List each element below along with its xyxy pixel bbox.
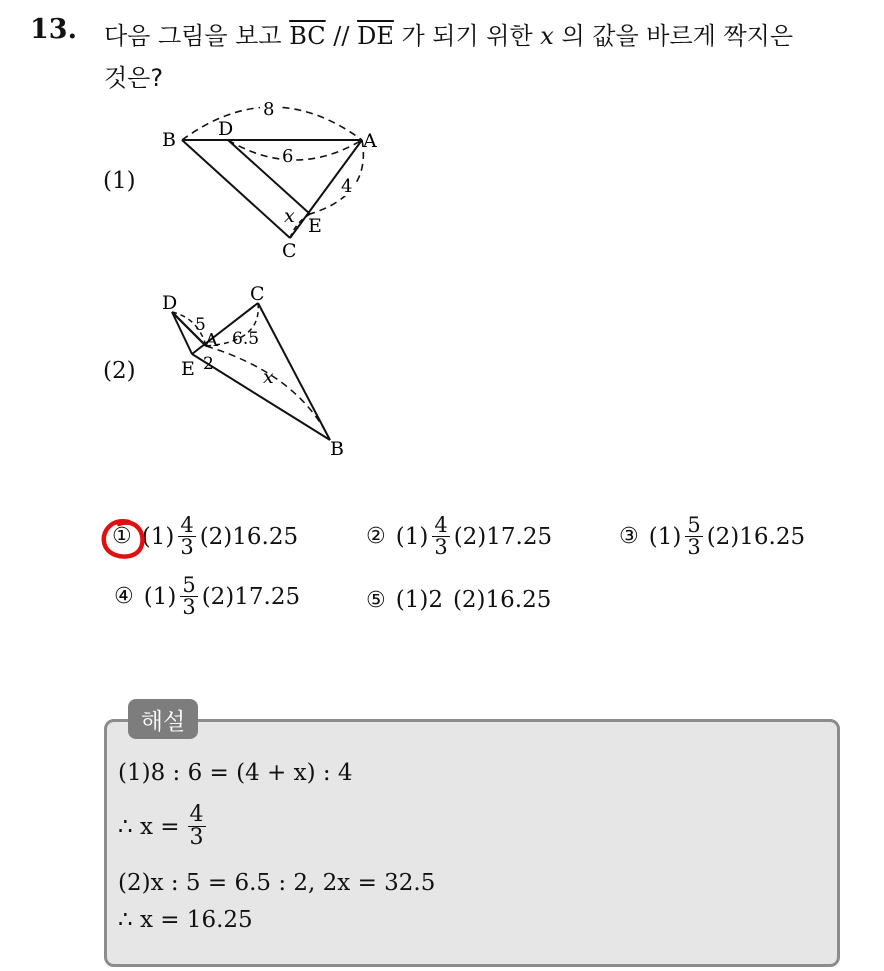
fig1-length-ba: 8 — [263, 99, 275, 120]
fig1-point-b: B — [162, 129, 176, 151]
figure2-label: (2) — [103, 358, 136, 384]
question-text-before: 다음 그림을 보고 — [104, 22, 290, 50]
fig1-point-e: E — [308, 215, 322, 237]
choice-4-part2: (2)17.25 — [201, 583, 301, 610]
choice-5-part2: (2)16.25 — [452, 587, 552, 613]
choice-5-part1: (1)2 — [395, 587, 443, 613]
fig2-point-c: C — [250, 283, 265, 305]
question-text-line1 — [104, 16, 793, 51]
solution-line2-prefix: ∴ x = — [118, 813, 180, 840]
solution-tag: 해설 — [128, 699, 198, 739]
segment-bc: $\overline{BC}$ — [289, 22, 326, 50]
choice-1-part2: (2)16.25 — [199, 523, 299, 550]
fig1-length-ae: 4 — [341, 176, 353, 197]
fig2-point-e: E — [181, 358, 195, 380]
fig2-point-b: B — [330, 438, 344, 460]
fig2-length-ac: 6.5 — [232, 329, 260, 349]
choice-4[interactable] — [114, 575, 300, 618]
question-text-after: 의 값을 바르게 짝지은 — [553, 22, 793, 50]
choice-2-part1: (1) — [395, 523, 429, 550]
choice-3[interactable] — [619, 515, 805, 558]
fig1-arc-ae — [310, 140, 363, 214]
fig2-length-ab: x — [263, 366, 274, 388]
question-variable: x — [540, 22, 554, 50]
solution-line1: (1)8 : 6 = (4 + x) : 4 — [118, 760, 353, 786]
fig2-segment-de — [172, 312, 192, 354]
fig2-length-da: 5 — [195, 315, 206, 335]
figure1-label: (1) — [103, 168, 136, 194]
choice-3-symbol: ③ — [619, 524, 639, 549]
choice-1-symbol: ① — [112, 524, 132, 549]
fig1-point-d: D — [218, 118, 234, 140]
choice-1[interactable] — [112, 515, 298, 558]
choice-5-symbol: ⑤ — [366, 587, 386, 613]
choice-2-symbol: ② — [366, 524, 386, 549]
fig1-length-da: 6 — [282, 146, 294, 167]
choice-4-part1: (1) — [143, 583, 177, 610]
fig1-point-a: A — [363, 130, 377, 152]
choice-2[interactable] — [366, 515, 552, 558]
choice-4-fraction: $\frac{5}{3}$ — [182, 573, 196, 619]
parallel-sign: // — [325, 22, 358, 50]
solution-fraction: $\frac{4}{3}$ — [189, 802, 204, 850]
choice-2-fraction: $\frac{4}{3}$ — [434, 513, 448, 559]
fig2-length-ea: 2 — [203, 354, 214, 374]
choice-1-part1: (1) — [141, 523, 175, 550]
fig1-point-c: C — [282, 240, 297, 262]
question-number: 13. — [30, 14, 77, 45]
fig2-point-d: D — [162, 292, 178, 314]
fig2-point-a: A — [205, 330, 218, 351]
choice-3-part2: (2)16.25 — [706, 523, 806, 550]
solution-line4: ∴ x = 16.25 — [118, 907, 253, 933]
choice-4-symbol: ④ — [114, 584, 134, 609]
solution-line3: (2)x : 5 = 6.5 : 2, 2x = 32.5 — [118, 870, 436, 896]
fig1-segment-de — [228, 140, 310, 214]
choice-3-part1: (1) — [648, 523, 682, 550]
choice-5[interactable] — [366, 587, 551, 613]
choice-3-fraction: $\frac{5}{3}$ — [687, 513, 701, 559]
question-text-mid: 가 되기 위한 — [393, 22, 541, 50]
segment-de: $\overline{DE}$ — [357, 22, 394, 50]
solution-line2 — [118, 804, 210, 849]
choice-2-part2: (2)17.25 — [453, 523, 553, 550]
figure2-diagram — [150, 275, 360, 465]
fig1-length-ec: x — [284, 205, 295, 227]
question-text-line2: 것은? — [104, 64, 164, 92]
fig1-segment-bc — [182, 140, 290, 238]
fig2-arc-ab — [206, 346, 330, 440]
choice-1-fraction: $\frac{4}{3}$ — [180, 513, 194, 559]
figure1-diagram — [150, 90, 400, 270]
